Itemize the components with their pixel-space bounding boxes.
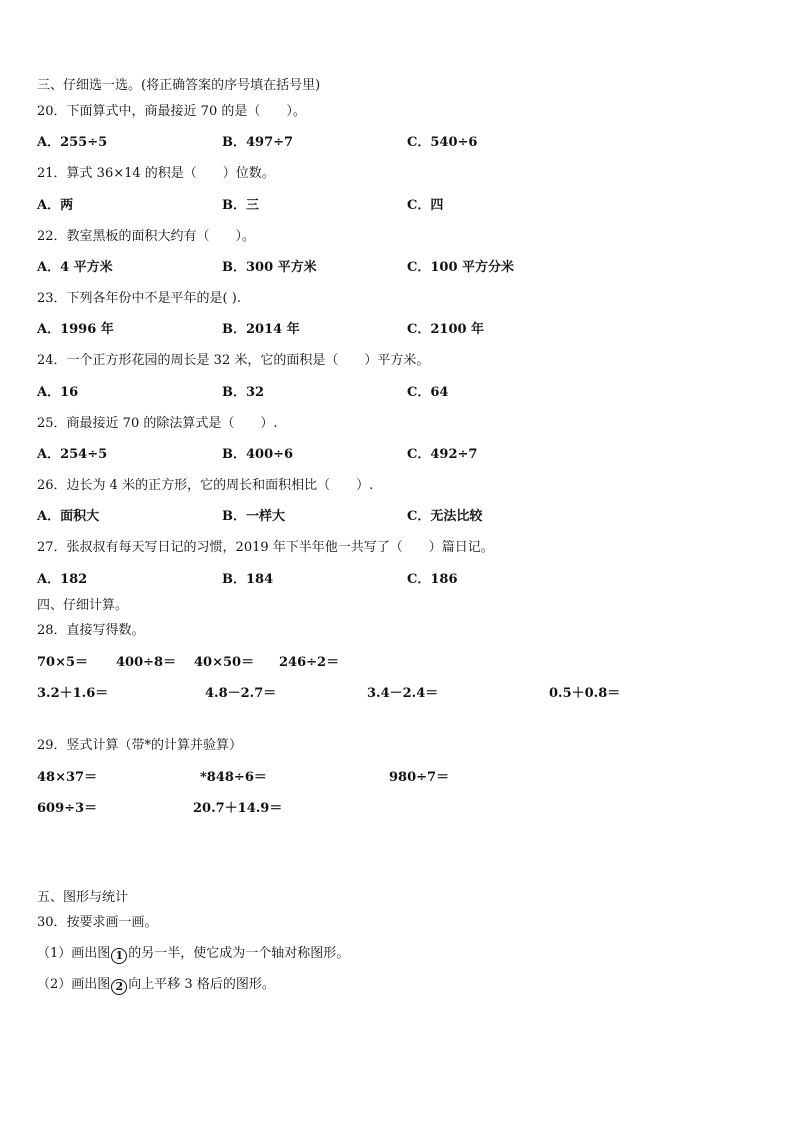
question-23-option-a: A．1996 年 [37,322,114,337]
question-21-option-b: B．三 [222,198,259,213]
question-27-option-a: A．182 [37,572,88,587]
q29-item: 980÷7＝ [389,770,450,785]
question-30-part-2 [37,976,275,995]
circled-number-1: 1 [111,948,127,964]
question-26-option-c: C．无法比较 [407,509,483,524]
question-27-option-b: B．184 [222,572,274,587]
question-22-option-b: B．300 平方米 [222,260,317,275]
q29-item: *848÷6＝ [200,770,267,785]
question-22-option-c: C．100 平方分米 [407,260,515,275]
question-24-stem: 24．一个正方形花园的周长是 32 米，它的面积是（ ）平方米。 [37,353,430,368]
q28-item: 3.2＋1.6＝ [37,686,109,701]
question-23-option-c: C．2100 年 [407,322,485,337]
q30-part1-suffix: 的另一半，使它成为一个轴对称图形。 [128,946,350,961]
question-21-option-c: C．四 [407,198,444,213]
q30-part1-prefix: （1）画出图 [37,946,111,961]
question-21-option-a: A．两 [37,198,74,213]
question-20-option-a: A．255÷5 [37,135,108,150]
question-22-stem: 22．教室黑板的面积大约有（ ）。 [37,229,256,244]
question-23-option-b: B．2014 年 [222,322,300,337]
q28-item: 4.8－2.7＝ [205,686,277,701]
question-26-option-b: B．一样大 [222,509,285,524]
section-5-title: 五、图形与统计 [37,890,129,905]
question-27-option-c: C．186 [407,572,458,587]
q28-item: 3.4－2.4＝ [367,686,439,701]
question-22-option-a: A．4 平方米 [37,260,113,275]
question-23-stem: 23．下列各年份中不是平年的是( ). [37,291,241,306]
question-30-stem: 30．按要求画一画。 [37,915,158,930]
section-3-title: 三、仔细选一选。(将正确答案的序号填在括号里) [37,78,321,93]
q28-item: 400÷8＝ [116,655,177,670]
question-29-stem: 29．竖式计算（带*的计算并验算） [37,738,243,753]
question-24-option-c: C．64 [407,385,449,400]
question-26-stem: 26．边长为 4 米的正方形，它的周长和面积相比（ ）. [37,478,374,493]
question-20-option-b: B．497÷7 [222,135,294,150]
q28-item: 0.5＋0.8＝ [549,686,621,701]
q30-part2-prefix: （2）画出图 [37,977,111,992]
q28-item: 246÷2＝ [279,655,340,670]
question-30-part-1 [37,945,349,964]
q28-item: 40×50＝ [194,655,255,670]
question-25-option-a: A．254÷5 [37,447,108,462]
question-20-stem: 20．下面算式中，商最接近 70 的是（ ）。 [37,104,306,119]
q28-item: 70×5＝ [37,655,89,670]
question-24-option-a: A．16 [37,385,79,400]
q30-part2-suffix: 向上平移 3 格后的图形。 [128,977,275,992]
question-24-option-b: B．32 [222,385,265,400]
question-25-option-c: C．492÷7 [407,447,478,462]
q29-item: 48×37＝ [37,770,98,785]
question-21-stem: 21．算式 36×14 的积是（ ）位数。 [37,166,275,181]
question-25-option-b: B．400÷6 [222,447,294,462]
question-25-stem: 25．商最接近 70 的除法算式是（ ）. [37,416,278,431]
section-4-title: 四、仔细计算。 [37,598,129,613]
q29-item: 609÷3＝ [37,801,98,816]
circled-number-2: 2 [111,979,127,995]
question-20-option-c: C．540÷6 [407,135,478,150]
question-26-option-a: A．面积大 [37,509,100,524]
q29-item: 20.7＋14.9＝ [193,801,283,816]
question-27-stem: 27．张叔叔有每天写日记的习惯，2019 年下半年他一共写了（ ）篇日记。 [37,540,494,555]
question-28-stem: 28．直接写得数。 [37,623,145,638]
